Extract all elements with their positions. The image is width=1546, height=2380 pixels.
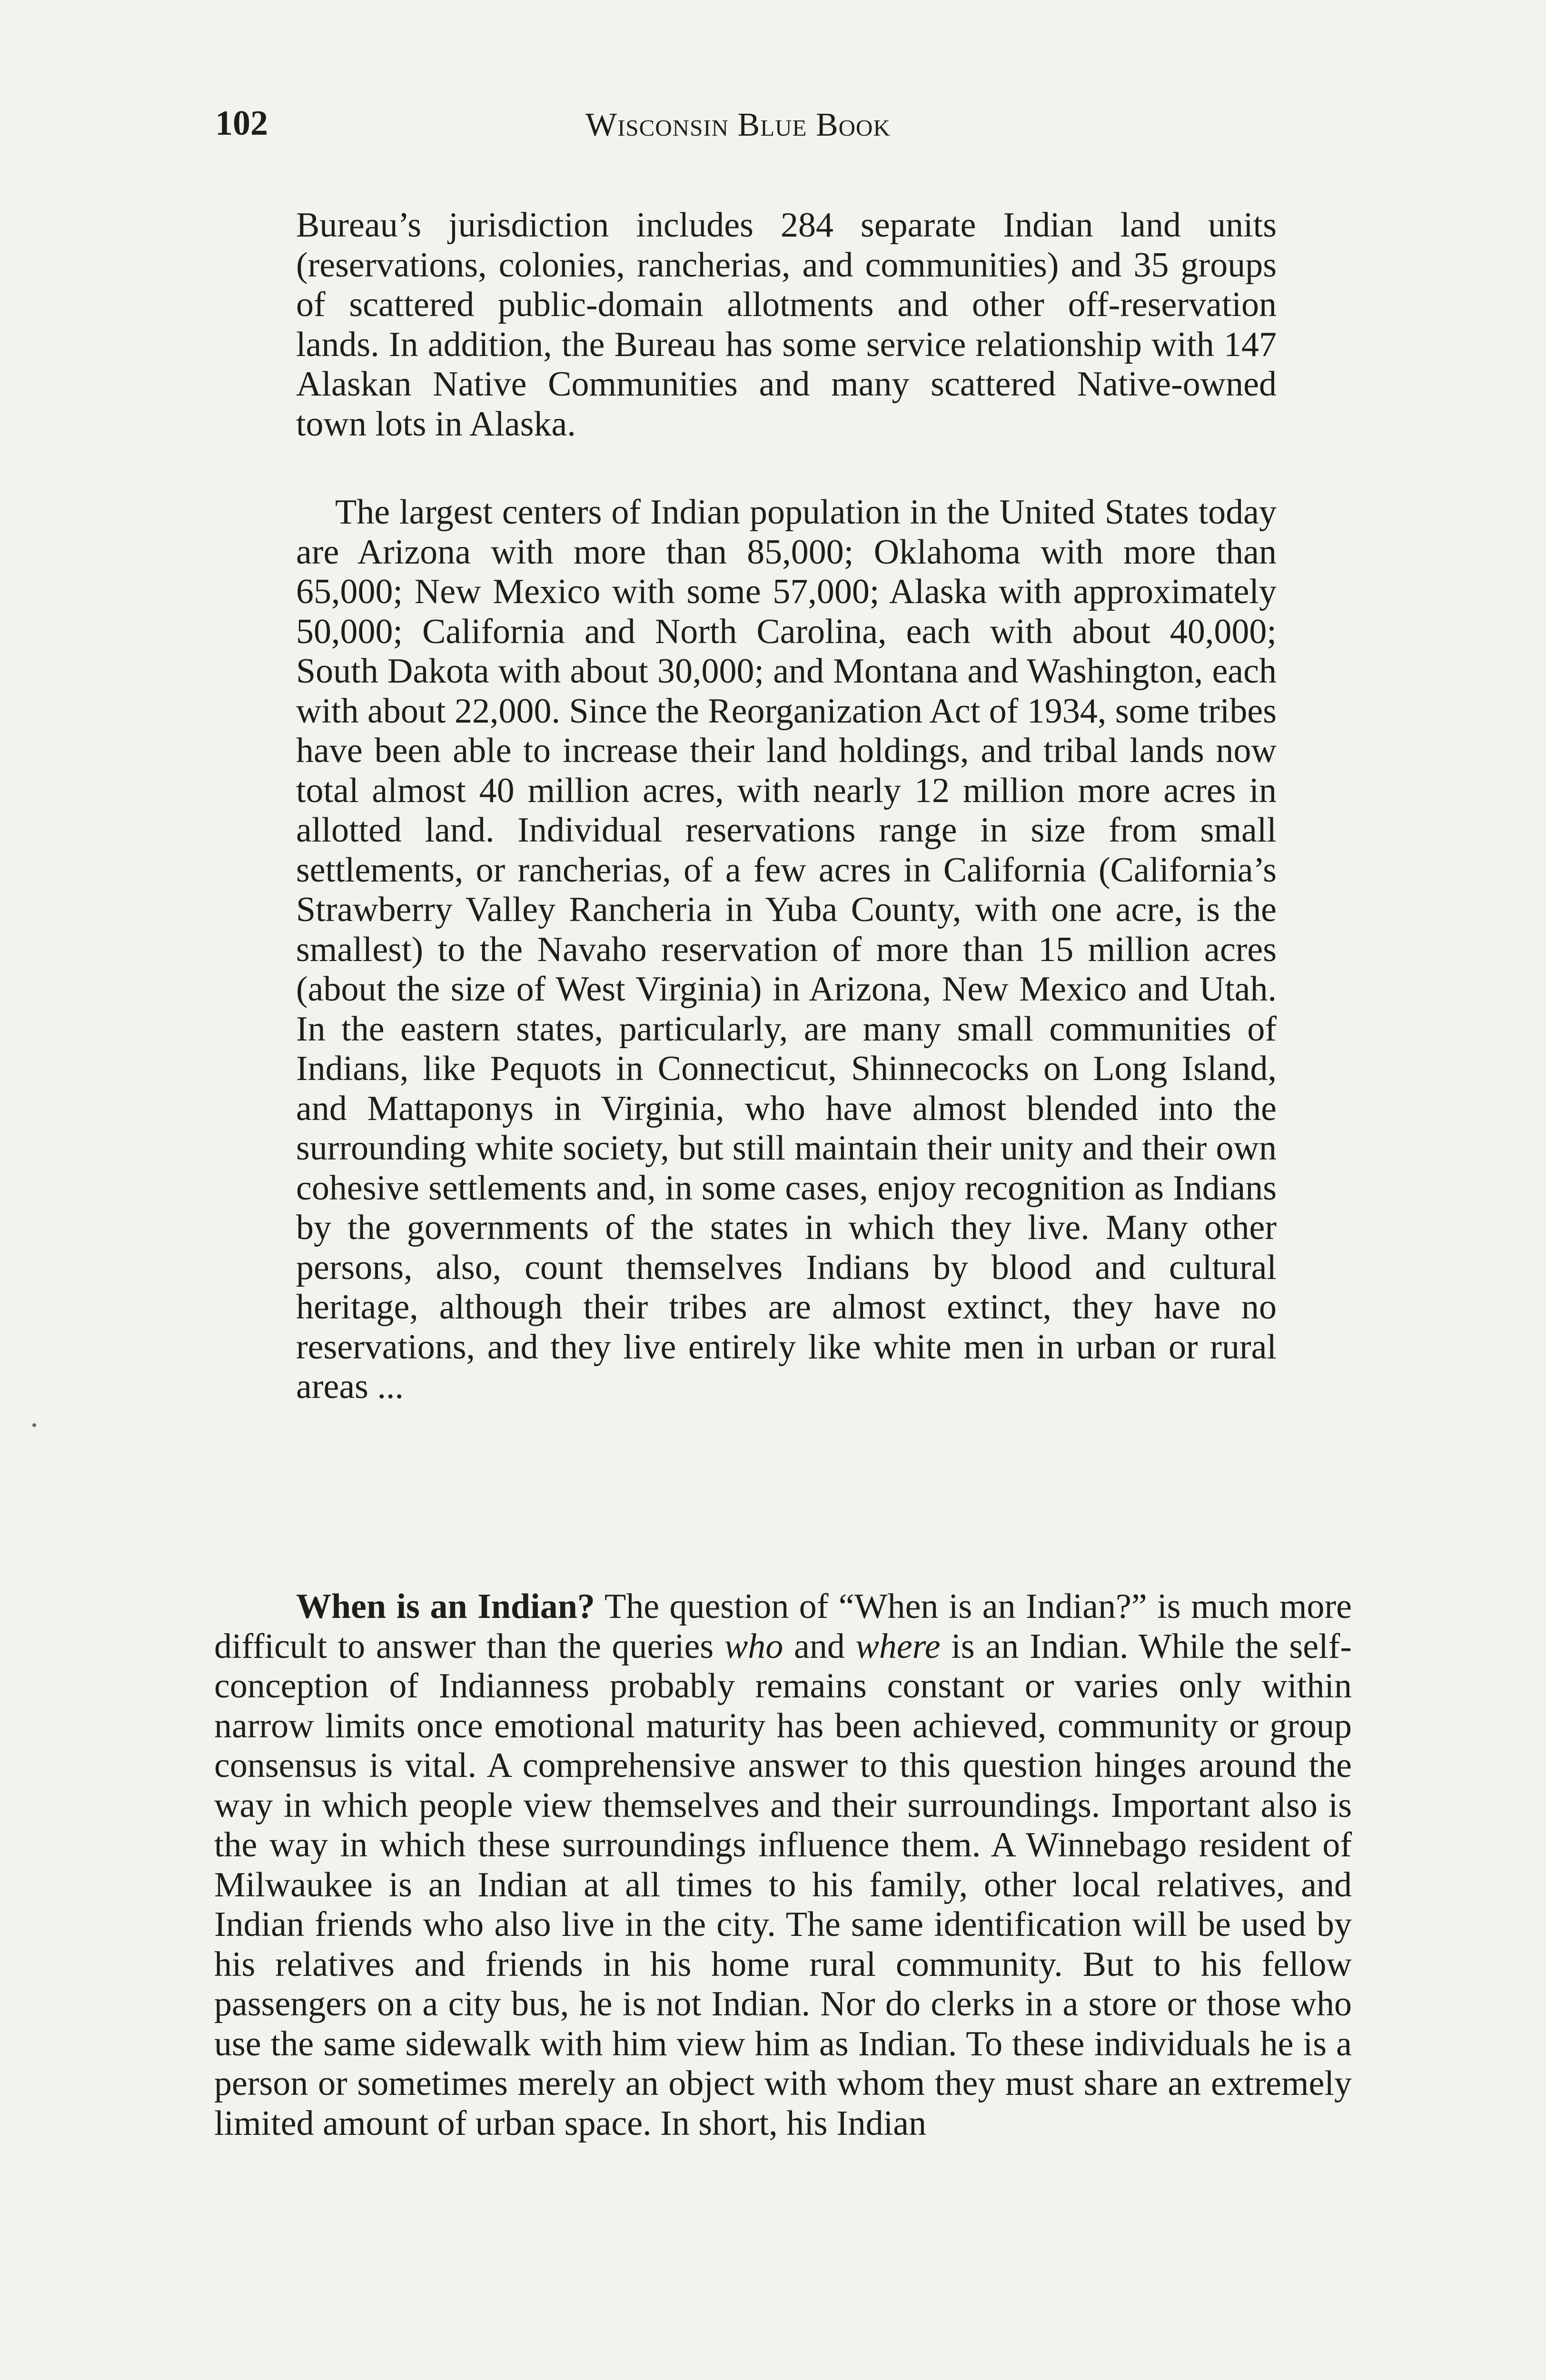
- section-paragraph: [214, 1587, 1352, 2143]
- quoted-paragraph-2-text: The largest centers of Indian population in the United States today are Arizona with more than 85,000; Oklahoma with more than 65,000; New Mexico with some 57,000; Alaska with approximately 50,000; California and North Carolina, each with about 40,000; South Dakota with about 30,000; and Montana and Washington, each with about 22,000. Since the Reorganization Act of 1934, some tribes have been able to increase their land holdings, and tribal lands now total almost 40 million acres, with nearly 12 million more acres in allotted land. Individual reservations range in size from small settlements, or rancherias, of a few acres in California (California’s Strawberry Valley Rancheria in Yuba County, with one acre, is the smallest) to the Navaho reservation of more than 15 million acres (about the size of West Virginia) in Arizona, New Mexico and Utah. In the eastern states, particularly, are many small communities of Indians, like Pequots in Connecticut, Shinnecocks on Long Island, and Mattaponys in Virginia, who have almost blended into the surrounding white society, but still maintain their unity and their own cohesive settlements and, in some cases, enjoy recognition as Indians by the governments of the states in which they live. Many other persons, also, count themselves Indians by blood and cultural heritage, although their tribes are almost extinct, they have no reservations, and they live entirely like white men in urban or rural areas ...: [296, 493, 1277, 1406]
- running-head: Wisconsin Blue Book: [585, 107, 891, 143]
- section-text-part-2: and: [783, 1626, 856, 1666]
- italic-where: where: [855, 1626, 941, 1666]
- quoted-paragraph-1-text: Bureau’s jurisdiction includes 284 separate Indian land units (reservations, colonies, rancherias, and communities) and 35 groups of scattered public-domain allotments and other off-reservation lands. In addition, the Bureau has some service relationship with 147 Alaskan Native Communities and many scattered Native-owned town lots in Alaska.: [296, 206, 1277, 444]
- quoted-passage-paragraph-2: [296, 493, 1277, 1407]
- run-in-heading: When is an Indian?: [296, 1587, 595, 1626]
- section-text-part-1: The question of “When is an Indian?” is much more difficult to answer than the queries: [214, 1587, 1352, 1666]
- quoted-passage-paragraph-1: [296, 206, 1277, 444]
- italic-who: who: [724, 1626, 783, 1666]
- scan-speck: [32, 1423, 36, 1427]
- section-text-part-3: is an Indian. While the self-conception of Indianness probably remains constant or varies only within narrow limits once emotional maturity has been achieved, community or group consensus is vital. A comprehensive answer to this question hinges around the way in which people view themselves and their surroundings. Important also is the way in which these surroundings influence them. A Winnebago resident of Milwaukee is an Indian at all times to his family, other local relatives, and Indian friends who also live in the city. The same identification will be used by his relatives and friends in his home rural community. But to his fellow passengers on a city bus, he is not Indian. Nor do clerks in a store or those who use the same sidewalk with him view him as Indian. To these individuals he is a person or sometimes merely an object with whom they must share an extremely limited amount of urban space. In short, his Indian: [214, 1626, 1352, 2143]
- section-when-is-an-indian: [214, 1587, 1352, 2143]
- page-number: 102: [215, 104, 268, 143]
